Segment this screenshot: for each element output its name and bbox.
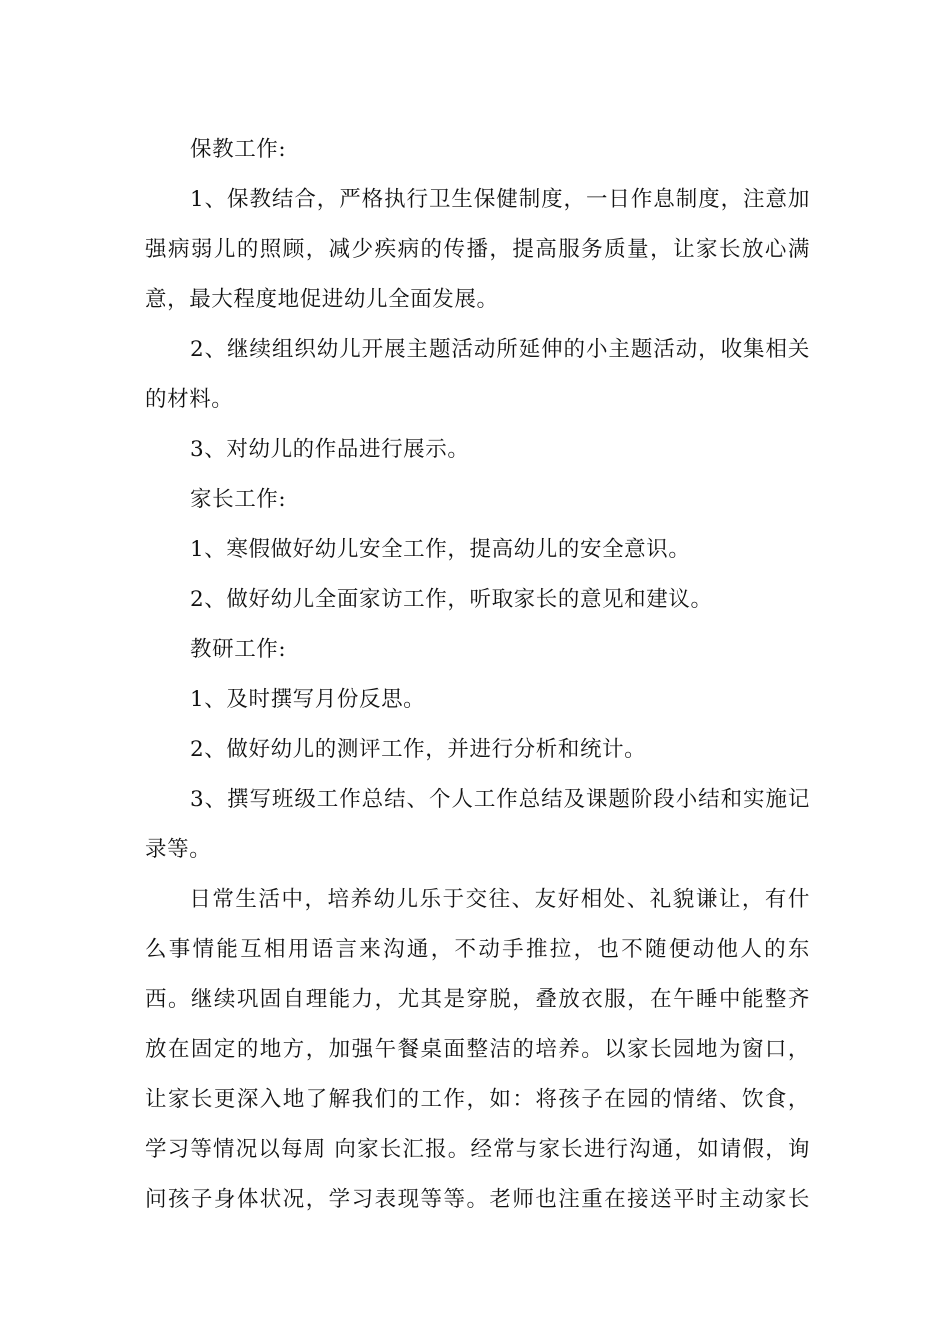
section-heading-teaching-research: 教研工作: bbox=[190, 637, 287, 662]
paragraph-line: 西。继续巩固自理能力，尤其是穿脱，叠放衣服，在午睡中能整齐 bbox=[145, 987, 810, 1012]
paragraph-line: 日常生活中，培养幼儿乐于交往、友好相处、礼貌谦让，有什 bbox=[181, 887, 810, 912]
paragraph-line: 放在固定的地方，加强午餐桌面整洁的培养。以家长园地为窗口， bbox=[145, 1037, 810, 1062]
paragraph-line: 意，最大程度地促进幼儿全面发展。 bbox=[145, 287, 499, 312]
paragraph-line: 1、寒假做好幼儿安全工作，提高幼儿的安全意识。 bbox=[190, 537, 691, 562]
paragraph-line: 1、及时撰写月份反思。 bbox=[190, 687, 426, 712]
paragraph-line: 的材料。 bbox=[145, 387, 234, 412]
paragraph-line: 录等。 bbox=[145, 837, 212, 862]
section-heading-parent-work: 家长工作: bbox=[190, 487, 287, 512]
paragraph-line: 2、做好幼儿的测评工作，并进行分析和统计。 bbox=[190, 737, 647, 762]
paragraph-line: 3、撰写班级工作总结、个人工作总结及课题阶段小结和实施记 bbox=[190, 787, 810, 812]
paragraph-line: 让家长更深入地了解我们的工作，如：将孩子在园的情绪、饮食， bbox=[145, 1087, 810, 1112]
paragraph-line: 学习等情况以每周 向家长汇报。经常与家长进行沟通，如请假，询 bbox=[145, 1137, 810, 1162]
paragraph-line: 1、保教结合，严格执行卫生保健制度，一日作息制度，注意加 bbox=[190, 187, 810, 212]
paragraph-line: 3、对幼儿的作品进行展示。 bbox=[190, 437, 470, 462]
paragraph-line: 2、继续组织幼儿开展主题活动所延伸的小主题活动，收集相关 bbox=[190, 337, 810, 362]
paragraph-line: 么事情能互相用语言来沟通，不动手推拉，也不随便动他人的东 bbox=[145, 937, 810, 962]
paragraph-line: 2、做好幼儿全面家访工作，听取家长的意见和建议。 bbox=[190, 587, 713, 612]
paragraph-line: 问孩子身体状况，学习表现等等。老师也注重在接送平时主动家长 bbox=[145, 1187, 810, 1212]
paragraph-line: 强病弱儿的照顾，减少疾病的传播，提高服务质量，让家长放心满 bbox=[145, 237, 810, 262]
document-body bbox=[145, 125, 810, 1225]
section-heading-care-education: 保教工作: bbox=[190, 137, 287, 162]
